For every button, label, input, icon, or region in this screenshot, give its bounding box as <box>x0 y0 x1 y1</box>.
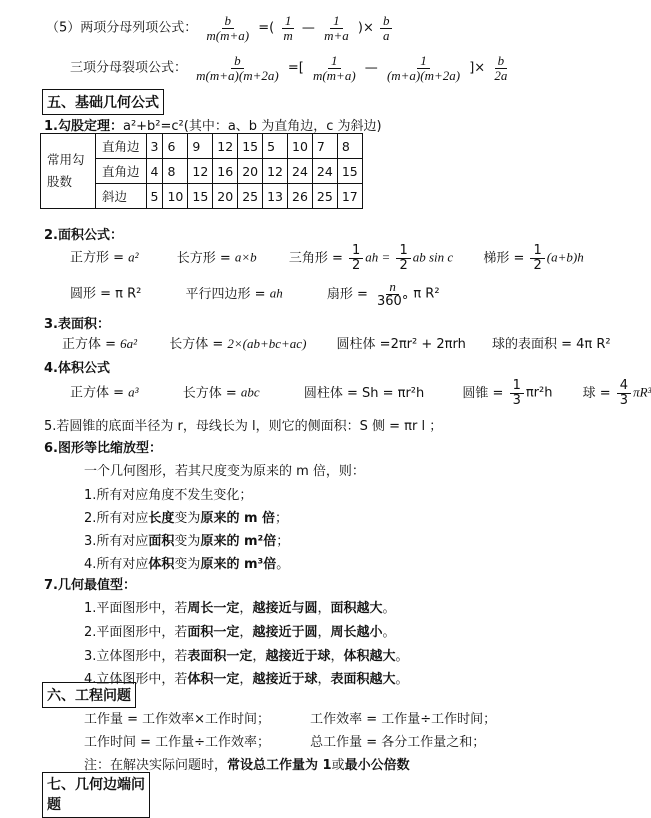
section-title-engineering: 六、工程问题 <box>42 682 136 708</box>
pythagorean-table <box>40 133 363 209</box>
fraction: $\frac{b}{2a}$ <box>494 53 508 83</box>
three-term-formula: 三项分母裂项公式： $\frac{b}{m(m+a)(m+2a)}$ =[ $\frac{1}{m(m+a)}$ — $\frac{1}{(m+a)(m+2a)}$ ]× $\frac{b}{2a}$ <box>70 54 512 82</box>
section-title-geometry: 五、基础几何公式 <box>42 89 164 115</box>
fraction: $\frac{4}{3}$ <box>617 379 631 407</box>
fraction: $\frac{b}{a}$ <box>380 14 393 42</box>
fraction: $\frac{1}{2}$ <box>530 244 544 272</box>
list-item: 3.立体图形中，若表面积一定，越接近于球，体积越大。 <box>84 649 409 664</box>
fraction: $\frac{1}{3}$ <box>510 379 524 407</box>
list-item: 2.所有对应长度变为原来的 m 倍； <box>84 511 289 526</box>
three-term-label: 三项分母裂项公式： <box>70 60 188 76</box>
table-row-header: 常用勾股数 <box>41 134 96 209</box>
fraction: $\frac{1}{m+a}$ <box>324 13 349 43</box>
area-line-1: 正方形 = a² 长方形 = a×b 三角形 = $\frac{1}{2}$ ah = $\frac{1}{2}$ ab sin c 梯形 = $\frac{1}{2}$ (a+b)h <box>70 243 584 273</box>
list-item: 1.平面图形中，若周长一定，越接近与圆，面积越大。 <box>84 601 396 616</box>
list-item: 2.平面图形中，若面积一定，越接近于圆，周长越小。 <box>84 625 396 640</box>
table-cell-label: 直角边 <box>96 159 147 184</box>
fraction: $\frac{b}{m(m+a)(m+2a)}$ <box>196 53 279 83</box>
volume-heading: 4.体积公式 <box>44 361 110 376</box>
table-cell-label: 斜边 <box>96 184 147 209</box>
fraction: $\frac{n}{360^\circ}$ <box>377 279 409 309</box>
engineering-note: 注：在解决实际问题时，常设总工作量为 1或最小公倍数 <box>84 758 410 773</box>
list-item: 1.所有对应角度不发生变化； <box>84 488 253 503</box>
table-row: 直角边 4 8 12 16 20 12 24 24 15 <box>41 159 363 184</box>
table-cell-label: 直角边 <box>96 134 147 159</box>
fraction: $\frac{1}{2}$ <box>349 244 363 272</box>
fraction: $\frac{1}{m}$ <box>283 13 293 43</box>
cone-lateral-area: 5.若圆锥的底面半径为 r，母线长为 l，则它的侧面积：S 侧 = πr l ； <box>44 419 443 434</box>
list-item: 4.所有对应体积变为原来的 m³倍。 <box>84 557 290 572</box>
table-row: 常用勾股数 直角边 3 6 9 12 15 5 10 7 8 <box>41 134 363 159</box>
section-title-geometry-edge: 七、几何边端问 题 <box>42 772 150 818</box>
engineering-line-2: 工作时间 = 工作量÷工作效率； 总工作量 = 各分工作量之和； <box>84 735 486 750</box>
area-heading: 2.面积公式： <box>44 228 123 243</box>
list-item: 3.所有对应面积变为原来的 m²倍； <box>84 534 290 549</box>
table-row: 斜边 5 10 15 20 25 13 26 25 17 <box>41 184 363 209</box>
two-term-formula: （5）两项分母列项公式： $\frac{b}{m(m+a)}$ =( $\frac{1}{m}$ — $\frac{1}{m+a}$ )× $\frac{b}{a}$ <box>46 14 394 42</box>
extreme-heading: 7.几何最值型： <box>44 578 136 593</box>
fraction: $\frac{1}{2}$ <box>396 244 410 272</box>
list-item: 4.立体图形中，若体积一定，越接近于球，表面积越大。 <box>84 672 409 687</box>
engineering-line-1: 工作量 = 工作效率×工作时间； 工作效率 = 工作量÷工作时间； <box>84 712 497 727</box>
fraction: $\frac{b}{m(m+a)}$ <box>206 13 250 43</box>
scale-heading: 6.图形等比缩放型： <box>44 441 162 456</box>
fraction: $\frac{1}{m(m+a)}$ <box>312 53 356 83</box>
surface-line: 正方体 = 6a² 长方体 = 2×(ab+bc+ac) 圆柱体 =2πr² + 2πrh 球的表面积 = 4π R² <box>62 336 611 352</box>
two-term-label: （5）两项分母列项公式： <box>46 20 198 36</box>
fraction: $\frac{1}{(m+a)(m+2a)}$ <box>386 53 461 83</box>
surface-heading: 3.表面积： <box>44 317 110 332</box>
area-line-2: 圆形 = π R² 平行四边形 = ah 扇形 = $\frac{n}{360^\circ}$ π R² <box>70 279 440 309</box>
scale-intro: 一个几何图形，若其尺度变为原来的 m 倍，则： <box>84 464 365 479</box>
volume-line: 正方体 = a³ 长方体 = abc 圆柱体 = Sh = πr²h 圆锥 = $\frac{1}{3}$ πr²h 球 = $\frac{4}{3}$ πR³ <box>70 378 651 408</box>
pythagorean-heading: 1.勾股定理：a²+b²=c²(其中：a、b 为直角边，c 为斜边) <box>44 119 382 134</box>
